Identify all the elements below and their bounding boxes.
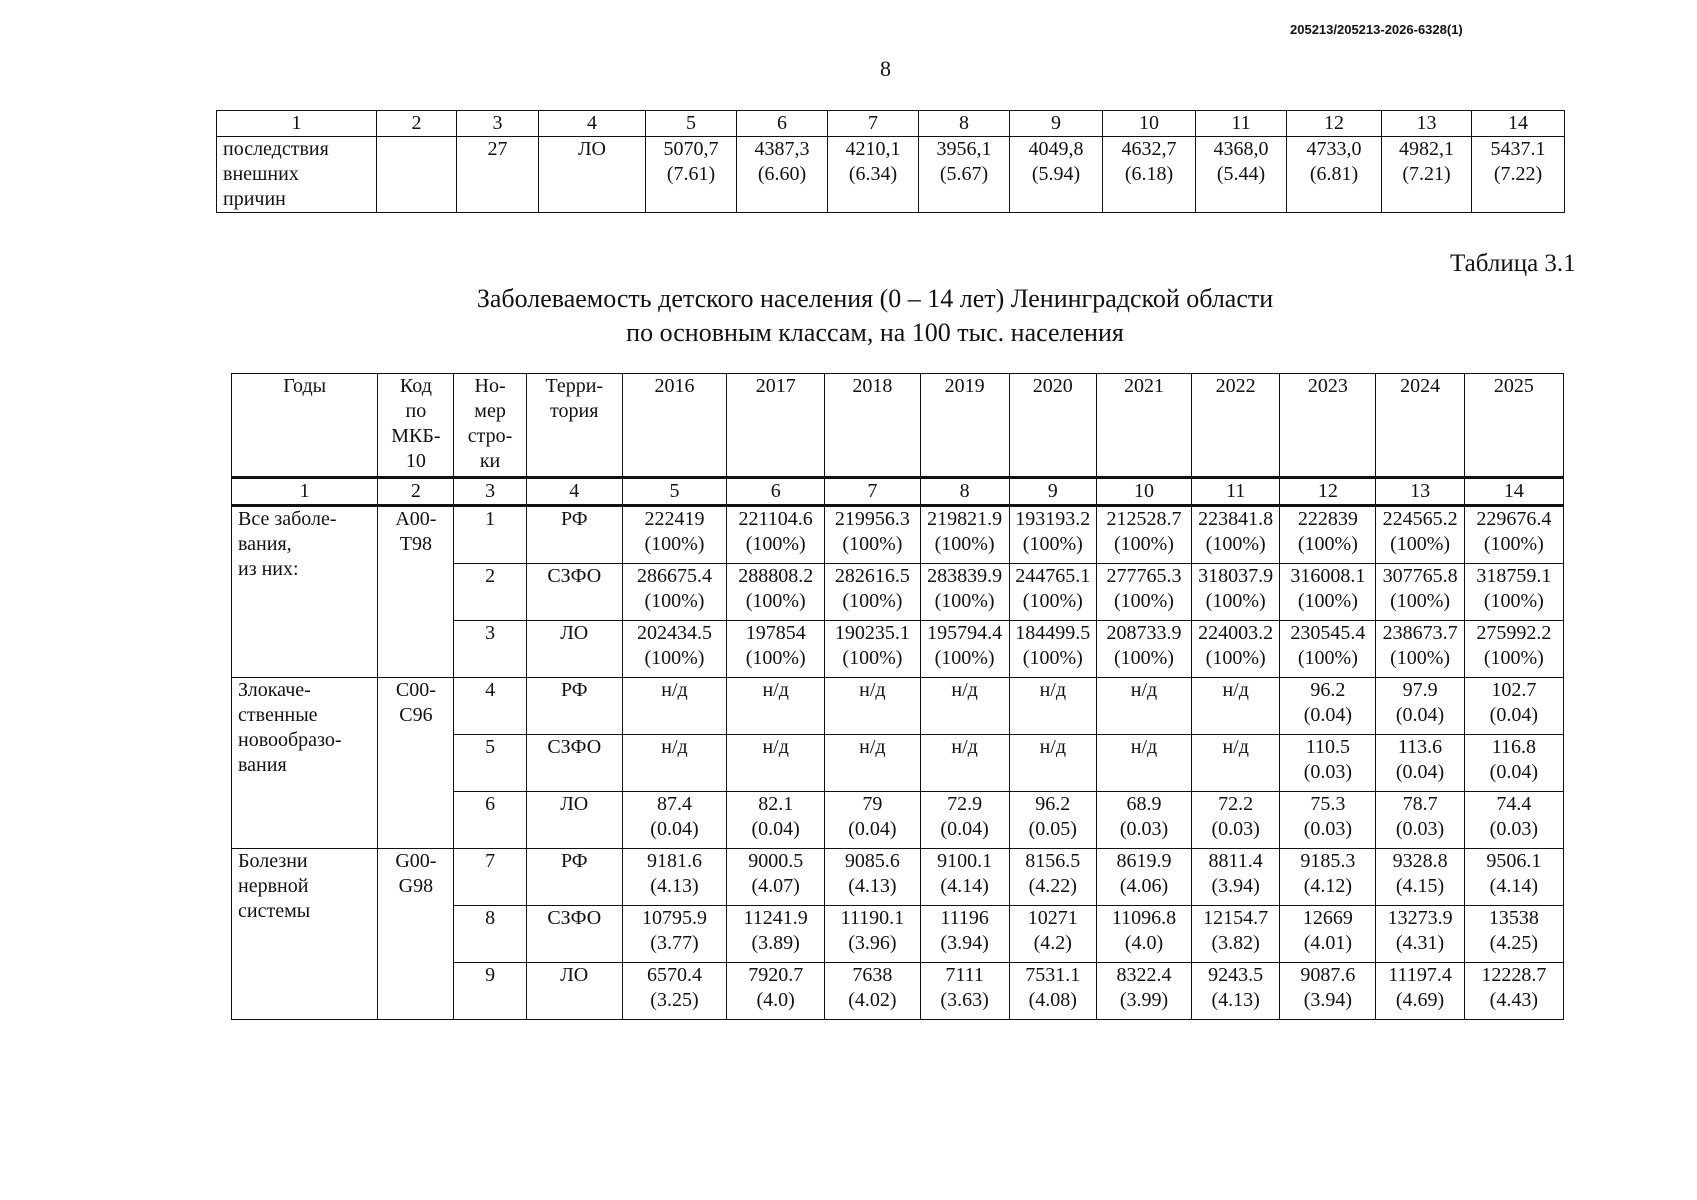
column-number: 5 — [646, 111, 737, 137]
territory: ЛО — [539, 137, 646, 213]
value-cell: 277765.3 (100%) — [1096, 564, 1191, 621]
header-year: 2018 — [825, 374, 920, 478]
column-number: 9 — [1010, 111, 1103, 137]
table-label: Таблица 3.1 — [1450, 250, 1576, 277]
value-cell: н/д — [1096, 678, 1191, 735]
value-cell: 11196 (3.94) — [920, 906, 1009, 963]
value-cell: н/д — [920, 678, 1009, 735]
value-cell: 307765.8 (100%) — [1376, 564, 1464, 621]
value-cell: 13538 (4.25) — [1464, 906, 1563, 963]
value-cell: 11197.4 (4.69) — [1376, 963, 1464, 1020]
value-cell: 222839 (100%) — [1280, 506, 1376, 564]
header-row — [232, 374, 1564, 478]
column-number: 5 — [622, 478, 726, 506]
disease-class: Все заболе- вания, из них: — [232, 506, 378, 678]
value-cell: н/д — [1192, 678, 1280, 735]
value-cell: 13273.9 (4.31) — [1376, 906, 1464, 963]
table-title-line-1: Заболеваемость детского населения (0 – 14 лет) Ленинградской области — [476, 284, 1274, 313]
header-icd-code: Код по МКБ- 10 — [378, 374, 454, 478]
value-cell: 202434.5 (100%) — [622, 621, 726, 678]
value-cell: 229676.4 (100%) — [1464, 506, 1563, 564]
column-number: 1 — [217, 111, 377, 137]
value-cell: 9328.8 (4.15) — [1376, 849, 1464, 906]
value-cell: 4632,7 (6.18) — [1103, 137, 1196, 213]
line-number: 1 — [454, 506, 526, 564]
value-cell: 97.9 (0.04) — [1376, 678, 1464, 735]
line-number: 3 — [454, 621, 526, 678]
value-cell: н/д — [622, 735, 726, 792]
column-number: 13 — [1376, 478, 1464, 506]
column-number: 8 — [919, 111, 1010, 137]
value-cell: 3956,1 (5.67) — [919, 137, 1010, 213]
value-cell: 96.2 (0.04) — [1280, 678, 1376, 735]
value-cell: 9000.5 (4.07) — [727, 849, 825, 906]
value-cell: 4210,1 (6.34) — [828, 137, 919, 213]
value-cell: 288808.2 (100%) — [727, 564, 825, 621]
header-year: 2022 — [1192, 374, 1280, 478]
value-cell: 7111 (3.63) — [920, 963, 1009, 1020]
header-year: 2021 — [1096, 374, 1191, 478]
disease-class: последствия внешних причин — [217, 137, 377, 213]
line-number: 27 — [457, 137, 539, 213]
territory: СЗФО — [526, 735, 622, 792]
value-cell: 4982,1 (7.21) — [1382, 137, 1472, 213]
document-id: 205213/205213-2026-6328(1) — [1290, 22, 1463, 37]
line-number: 6 — [454, 792, 526, 849]
value-cell: 219956.3 (100%) — [825, 506, 920, 564]
table-row — [232, 506, 1564, 564]
value-cell: 9085.6 (4.13) — [825, 849, 920, 906]
value-cell: 116.8 (0.04) — [1464, 735, 1563, 792]
value-cell: 10795.9 (3.77) — [622, 906, 726, 963]
table-row — [217, 137, 1565, 213]
line-number: 5 — [454, 735, 526, 792]
column-number: 4 — [539, 111, 646, 137]
value-cell: 4387,3 (6.60) — [737, 137, 828, 213]
column-number: 12 — [1287, 111, 1382, 137]
value-cell: 5437.1 (7.22) — [1472, 137, 1565, 213]
value-cell: 79 (0.04) — [825, 792, 920, 849]
line-number: 7 — [454, 849, 526, 906]
territory: СЗФО — [526, 906, 622, 963]
column-number: 4 — [526, 478, 622, 506]
territory: СЗФО — [526, 564, 622, 621]
value-cell: 223841.8 (100%) — [1192, 506, 1280, 564]
column-number: 14 — [1472, 111, 1565, 137]
value-cell: 11241.9 (3.89) — [727, 906, 825, 963]
territory: РФ — [526, 678, 622, 735]
value-cell: 318037.9 (100%) — [1192, 564, 1280, 621]
icd-code: G00- G98 — [378, 849, 454, 1020]
column-number: 11 — [1196, 111, 1287, 137]
value-cell: н/д — [920, 735, 1009, 792]
value-cell: 9087.6 (3.94) — [1280, 963, 1376, 1020]
value-cell: 68.9 (0.03) — [1096, 792, 1191, 849]
value-cell: 244765.1 (100%) — [1009, 564, 1096, 621]
value-cell: 9100.1 (4.14) — [920, 849, 1009, 906]
value-cell: н/д — [1009, 735, 1096, 792]
value-cell: 230545.4 (100%) — [1280, 621, 1376, 678]
value-cell: 5070,7 (7.61) — [646, 137, 737, 213]
value-cell: 282616.5 (100%) — [825, 564, 920, 621]
icd-code: А00- Т98 — [378, 506, 454, 678]
value-cell: 6570.4 (3.25) — [622, 963, 726, 1020]
column-number: 9 — [1009, 478, 1096, 506]
value-cell: 224565.2 (100%) — [1376, 506, 1464, 564]
territory: РФ — [526, 506, 622, 564]
value-cell: н/д — [1096, 735, 1191, 792]
value-cell: 9181.6 (4.13) — [622, 849, 726, 906]
value-cell: 316008.1 (100%) — [1280, 564, 1376, 621]
value-cell: 11190.1 (3.96) — [825, 906, 920, 963]
value-cell: 193193.2 (100%) — [1009, 506, 1096, 564]
value-cell: 78.7 (0.03) — [1376, 792, 1464, 849]
column-number: 3 — [454, 478, 526, 506]
header-year: 2019 — [920, 374, 1009, 478]
table-title-line-2: по основным классам, на 100 тыс. населения — [626, 318, 1124, 347]
disease-class: Злокаче- ственные новообразо- вания — [232, 678, 378, 849]
value-cell: 12154.7 (3.82) — [1192, 906, 1280, 963]
value-cell: 8619.9 (4.06) — [1096, 849, 1191, 906]
column-number: 10 — [1103, 111, 1196, 137]
value-cell: 102.7 (0.04) — [1464, 678, 1563, 735]
column-number: 10 — [1096, 478, 1191, 506]
value-cell: 275992.2 (100%) — [1464, 621, 1563, 678]
value-cell: 9243.5 (4.13) — [1192, 963, 1280, 1020]
value-cell: 113.6 (0.04) — [1376, 735, 1464, 792]
value-cell: 4049,8 (5.94) — [1010, 137, 1103, 213]
value-cell: н/д — [727, 678, 825, 735]
territory: РФ — [526, 849, 622, 906]
value-cell: 75.3 (0.03) — [1280, 792, 1376, 849]
value-cell: 4368,0 (5.44) — [1196, 137, 1287, 213]
value-cell: 110.5 (0.03) — [1280, 735, 1376, 792]
value-cell: 184499.5 (100%) — [1009, 621, 1096, 678]
column-number-row — [232, 478, 1564, 506]
column-number: 6 — [737, 111, 828, 137]
column-number: 13 — [1382, 111, 1472, 137]
line-number: 9 — [454, 963, 526, 1020]
header-year: 2017 — [727, 374, 825, 478]
column-number: 2 — [378, 478, 454, 506]
value-cell: 7531.1 (4.08) — [1009, 963, 1096, 1020]
value-cell: н/д — [1009, 678, 1096, 735]
value-cell: 190235.1 (100%) — [825, 621, 920, 678]
table-row — [232, 678, 1564, 735]
value-cell: 318759.1 (100%) — [1464, 564, 1563, 621]
column-number: 7 — [828, 111, 919, 137]
value-cell: н/д — [622, 678, 726, 735]
value-cell: 12228.7 (4.43) — [1464, 963, 1563, 1020]
value-cell: 283839.9 (100%) — [920, 564, 1009, 621]
header-year: 2020 — [1009, 374, 1096, 478]
column-number: 6 — [727, 478, 825, 506]
header-year: 2024 — [1376, 374, 1464, 478]
value-cell: н/д — [825, 678, 920, 735]
value-cell: 7638 (4.02) — [825, 963, 920, 1020]
territory: ЛО — [526, 963, 622, 1020]
value-cell: 222419 (100%) — [622, 506, 726, 564]
column-number: 7 — [825, 478, 920, 506]
column-number: 8 — [920, 478, 1009, 506]
value-cell: 212528.7 (100%) — [1096, 506, 1191, 564]
value-cell: 87.4 (0.04) — [622, 792, 726, 849]
header-years: Годы — [232, 374, 378, 478]
value-cell: 195794.4 (100%) — [920, 621, 1009, 678]
value-cell: 8811.4 (3.94) — [1192, 849, 1280, 906]
value-cell: 238673.7 (100%) — [1376, 621, 1464, 678]
value-cell: 197854 (100%) — [727, 621, 825, 678]
value-cell: н/д — [825, 735, 920, 792]
icd-code: С00- С96 — [378, 678, 454, 849]
header-territory: Терри- тория — [526, 374, 622, 478]
value-cell: 82.1 (0.04) — [727, 792, 825, 849]
value-cell: 8156.5 (4.22) — [1009, 849, 1096, 906]
line-number: 2 — [454, 564, 526, 621]
value-cell: 208733.9 (100%) — [1096, 621, 1191, 678]
value-cell: 286675.4 (100%) — [622, 564, 726, 621]
header-year: 2025 — [1464, 374, 1563, 478]
column-number: 12 — [1280, 478, 1376, 506]
territory: ЛО — [526, 621, 622, 678]
value-cell: 10271 (4.2) — [1009, 906, 1096, 963]
header-year: 2023 — [1280, 374, 1376, 478]
value-cell: н/д — [727, 735, 825, 792]
line-number: 4 — [454, 678, 526, 735]
value-cell: 72.2 (0.03) — [1192, 792, 1280, 849]
disease-class: Болезни нервной системы — [232, 849, 378, 1020]
column-number: 14 — [1464, 478, 1563, 506]
value-cell: 4733,0 (6.81) — [1287, 137, 1382, 213]
header-line-number: Но- мер стро- ки — [454, 374, 526, 478]
value-cell: 224003.2 (100%) — [1192, 621, 1280, 678]
page-number: 8 — [880, 56, 891, 81]
value-cell: 9506.1 (4.14) — [1464, 849, 1563, 906]
column-number: 2 — [377, 111, 457, 137]
value-cell: 74.4 (0.03) — [1464, 792, 1563, 849]
column-number: 1 — [232, 478, 378, 506]
column-number: 11 — [1192, 478, 1280, 506]
value-cell: 12669 (4.01) — [1280, 906, 1376, 963]
value-cell: 7920.7 (4.0) — [727, 963, 825, 1020]
table-row — [232, 849, 1564, 906]
value-cell: 11096.8 (4.0) — [1096, 906, 1191, 963]
territory: ЛО — [526, 792, 622, 849]
line-number: 8 — [454, 906, 526, 963]
continued-table — [216, 110, 1565, 213]
column-number-row — [217, 111, 1565, 137]
value-cell: 8322.4 (3.99) — [1096, 963, 1191, 1020]
value-cell: 9185.3 (4.12) — [1280, 849, 1376, 906]
value-cell: 221104.6 (100%) — [727, 506, 825, 564]
icd-code — [377, 137, 457, 213]
column-number: 3 — [457, 111, 539, 137]
value-cell: н/д — [1192, 735, 1280, 792]
value-cell: 96.2 (0.05) — [1009, 792, 1096, 849]
header-year: 2016 — [622, 374, 726, 478]
value-cell: 219821.9 (100%) — [920, 506, 1009, 564]
morbidity-table — [231, 373, 1564, 1020]
value-cell: 72.9 (0.04) — [920, 792, 1009, 849]
